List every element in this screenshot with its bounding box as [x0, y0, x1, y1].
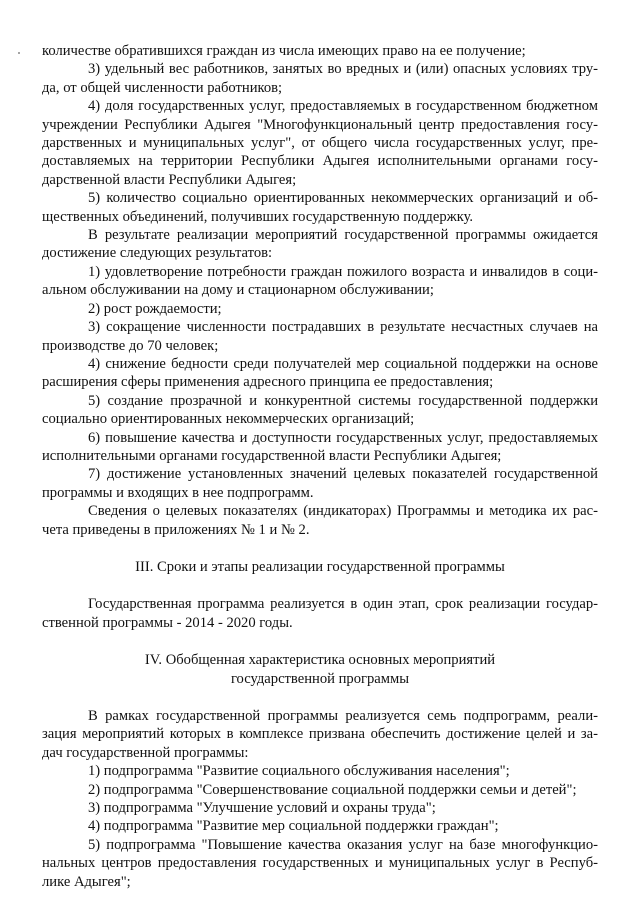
text-line: нальных центров предоставления государственных и муниципальных услуг в Респуб-: [42, 855, 598, 872]
list-item-line: 3) подпрограмма "Улучшение условий и охраны труда";: [88, 800, 436, 817]
text-line: дарственных и муниципальных услуг", от общего числа государственных услуг, пре-: [42, 135, 598, 152]
list-item-line: 1) удовлетворение потребности граждан пожилого возраста и инвалидов в соци-: [88, 263, 598, 280]
list-item-line: 7) достижение установленных значений целевых показателей государственной: [88, 466, 598, 483]
text-line: программы и входящих в нее подпрограмм.: [42, 484, 314, 501]
text-line: дарственной власти Республики Адыгея;: [42, 171, 297, 188]
list-item-line: 5) количество социально ориентированных некоммерческих организаций и об-: [88, 190, 598, 207]
text-line: альном обслуживании на дому и стационарном обслуживании;: [42, 282, 434, 299]
list-item-line: 2) подпрограмма "Совершенствование социальной поддержки семьи и детей";: [88, 781, 577, 798]
text-line: исполнительными органами государственной власти Республики Адыгея;: [42, 447, 502, 464]
text-line: щественных объединений, получивших государственную поддержку.: [42, 208, 474, 225]
paragraph-line: В рамках государственной программы реализуется семь подпрограмм, реали-: [88, 708, 598, 724]
text-line: ственной программы - 2014 - 2020 годы.: [42, 614, 293, 631]
list-item-line: 3) сокращение численности пострадавших в результате несчастных случаев на: [88, 319, 598, 336]
text-line: зация мероприятий которых в комплексе призвана обеспечить достижение целей и за-: [42, 726, 598, 743]
text-line: достижение следующих результатов:: [42, 245, 273, 262]
text-line: лике Адыгея";: [42, 873, 131, 890]
section-heading-4-cont: государственной программы: [230, 670, 410, 687]
list-item-line: 4) подпрограмма "Развитие мер социальной поддержки граждан";: [88, 818, 499, 835]
list-item-line: 4) снижение бедности среди получателей мер социальной поддержки на основе: [88, 355, 598, 372]
text-line: расширения сферы применения адресного принципа ее предоставления;: [42, 374, 494, 391]
text-line: производстве до 70 человек;: [42, 337, 219, 354]
list-item-line: 1) подпрограмма "Развитие социального обслуживания населения";: [88, 763, 510, 780]
list-item-line: 5) подпрограмма "Повышение качества оказания услуг на базе многофункцио-: [88, 836, 598, 853]
text-line: социально ориентированных некоммерческих организаций;: [42, 411, 415, 428]
text-line: доставляемых на территории Республики Адыгея исполнительными органами госу-: [42, 153, 598, 170]
section-heading-3: III. Сроки и этапы реализации государственной программы: [135, 558, 505, 575]
document-body: [42, 42, 598, 891]
section-heading-4: IV. Обобщенная характеристика основных мероприятий: [144, 652, 496, 669]
list-item-line: 4) доля государственных услуг, предоставляемых в государственном бюджетном: [88, 98, 598, 115]
list-item-line: 2) рост рождаемости;: [88, 300, 222, 317]
paragraph-line: В результате реализации мероприятий государственной программы ожидается: [88, 227, 598, 244]
list-item-line: 6) повышение качества и доступности государственных услуг, предоставляемых: [88, 429, 598, 446]
text-line: количестве обратившихся граждан из числа имеющих право на ее получение;: [42, 43, 526, 59]
paragraph-line: Государственная программа реализуется в один этап, срок реализации государ-: [88, 596, 598, 613]
list-item-line: 5) создание прозрачной и конкурентной системы государственной поддержки: [88, 392, 598, 409]
scan-speck: [18, 52, 20, 54]
paragraph-line: Сведения о целевых показателях (индикаторах) Программы и методика их рас-: [88, 503, 598, 520]
list-item-line: 3) удельный вес работников, занятых во вредных и (или) опасных условиях тру-: [88, 61, 598, 78]
text-line: чета приведены в приложениях № 1 и № 2.: [42, 521, 310, 538]
text-line: учреждении Республики Адыгея "Многофункциональный центр предоставления госу-: [42, 116, 598, 133]
text-line: дач государственной программы:: [42, 744, 249, 761]
text-line: да, от общей численности работников;: [42, 79, 283, 96]
